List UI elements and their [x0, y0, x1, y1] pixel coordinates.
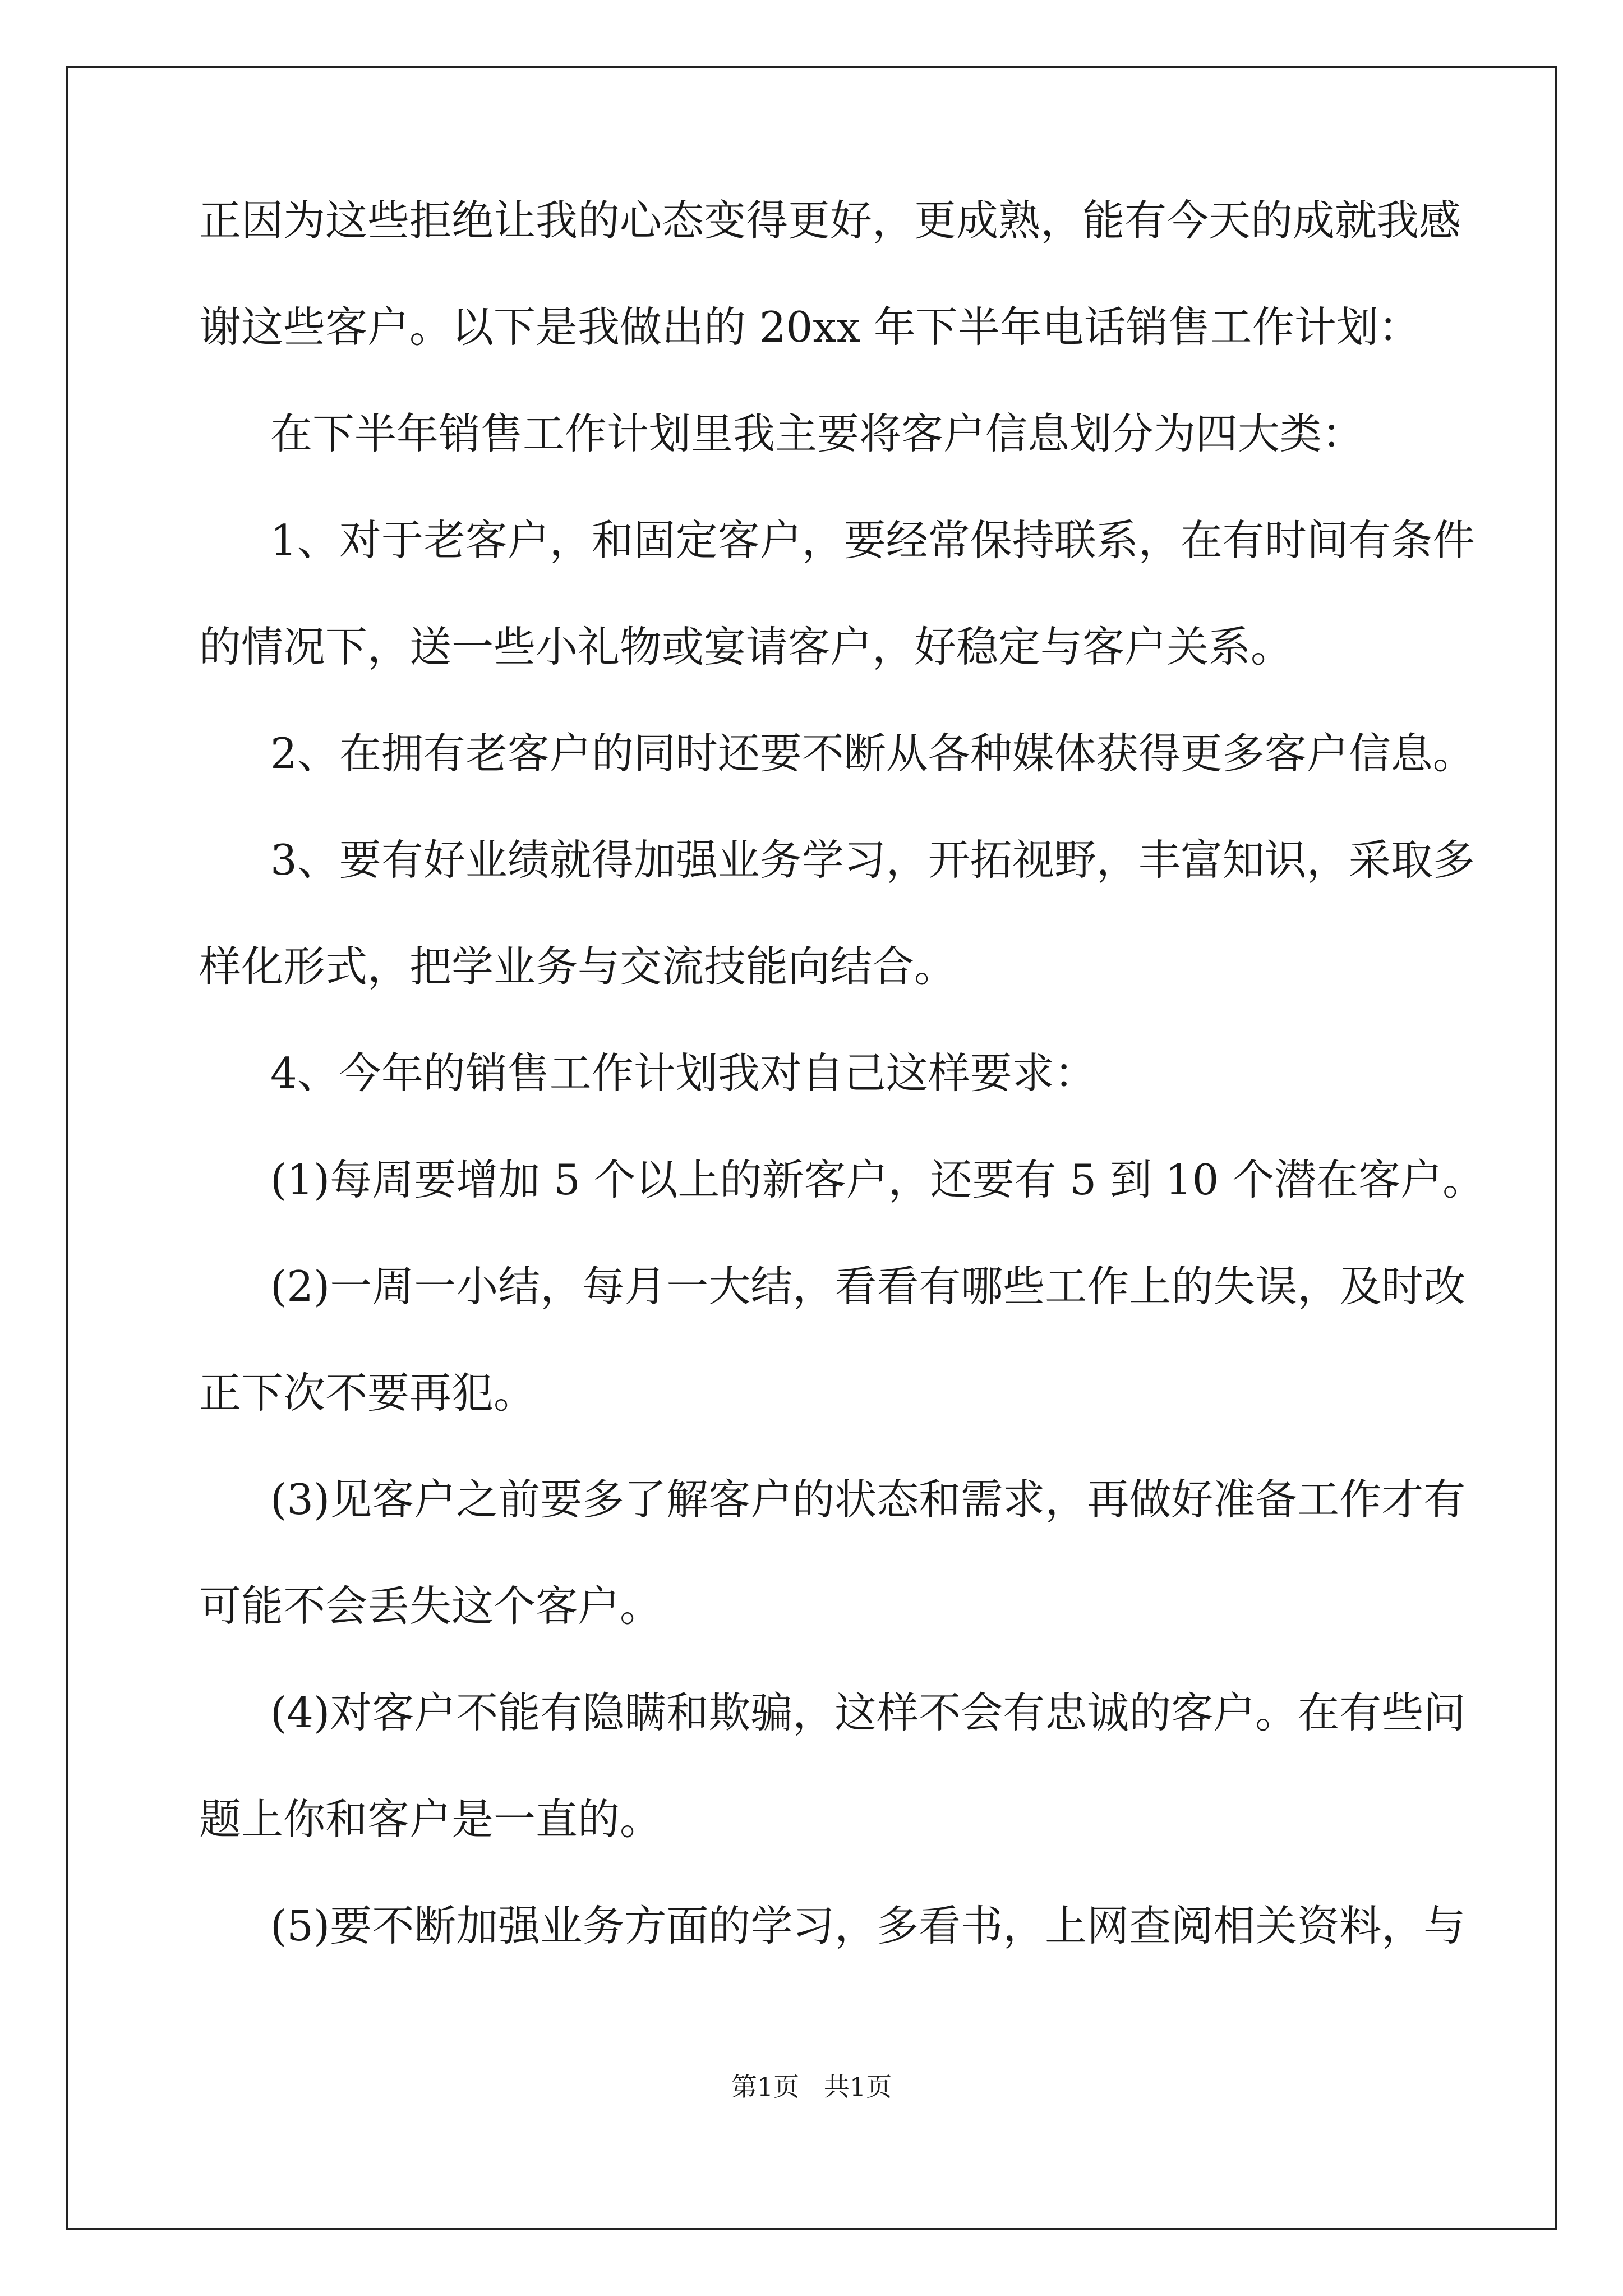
text-line: (3)见客户之前要多了解客户的状态和需求，再做好准备工作才有: [270, 1475, 1466, 1524]
text-line: 2、在拥有老客户的同时还要不断从各种媒体获得更多客户信息。: [270, 729, 1475, 778]
text-line: 可能不会丢失这个客户。: [199, 1581, 662, 1631]
text-line: 正下次不要再犯。: [199, 1368, 536, 1418]
text-line: 4、今年的销售工作计划我对自己这样要求：: [270, 1048, 1096, 1098]
text-line: (2)一周一小结，每月一大结，看看有哪些工作上的失误，及时改: [270, 1262, 1466, 1311]
text-line: (5)要不断加强业务方面的学习，多看书，上网查阅相关资料，与: [270, 1901, 1466, 1950]
text-line: 1、对于老客户，和固定客户，要经常保持联系，在有时间有条件: [270, 516, 1475, 565]
text-line: 谢这些客户。以下是我做出的 20xx 年下半年电话销售工作计划：: [199, 302, 1421, 352]
text-line: 题上你和客户是一直的。: [199, 1795, 662, 1844]
text-line: (4)对客户不能有隐瞒和欺骗，这样不会有忠诚的客户。在有些问: [270, 1688, 1466, 1737]
text-line: 样化形式，把学业务与交流技能向结合。: [199, 942, 957, 991]
text-line: (1)每周要增加 5 个以上的新客户，还要有 5 到 10 个潜在客户。: [270, 1155, 1485, 1204]
text-line: 的情况下，送一些小礼物或宴请客户，好稳定与客户关系。: [199, 622, 1293, 671]
text-line: 在下半年销售工作计划里我主要将客户信息划分为四大类：: [270, 409, 1364, 458]
text-line: 正因为这些拒绝让我的心态变得更好，更成熟，能有今天的成就我感: [199, 196, 1461, 245]
page-footer: 第1页 共1页: [731, 2072, 892, 2102]
text-line: 3、要有好业绩就得加强业务学习，开拓视野，丰富知识，采取多: [270, 835, 1475, 885]
